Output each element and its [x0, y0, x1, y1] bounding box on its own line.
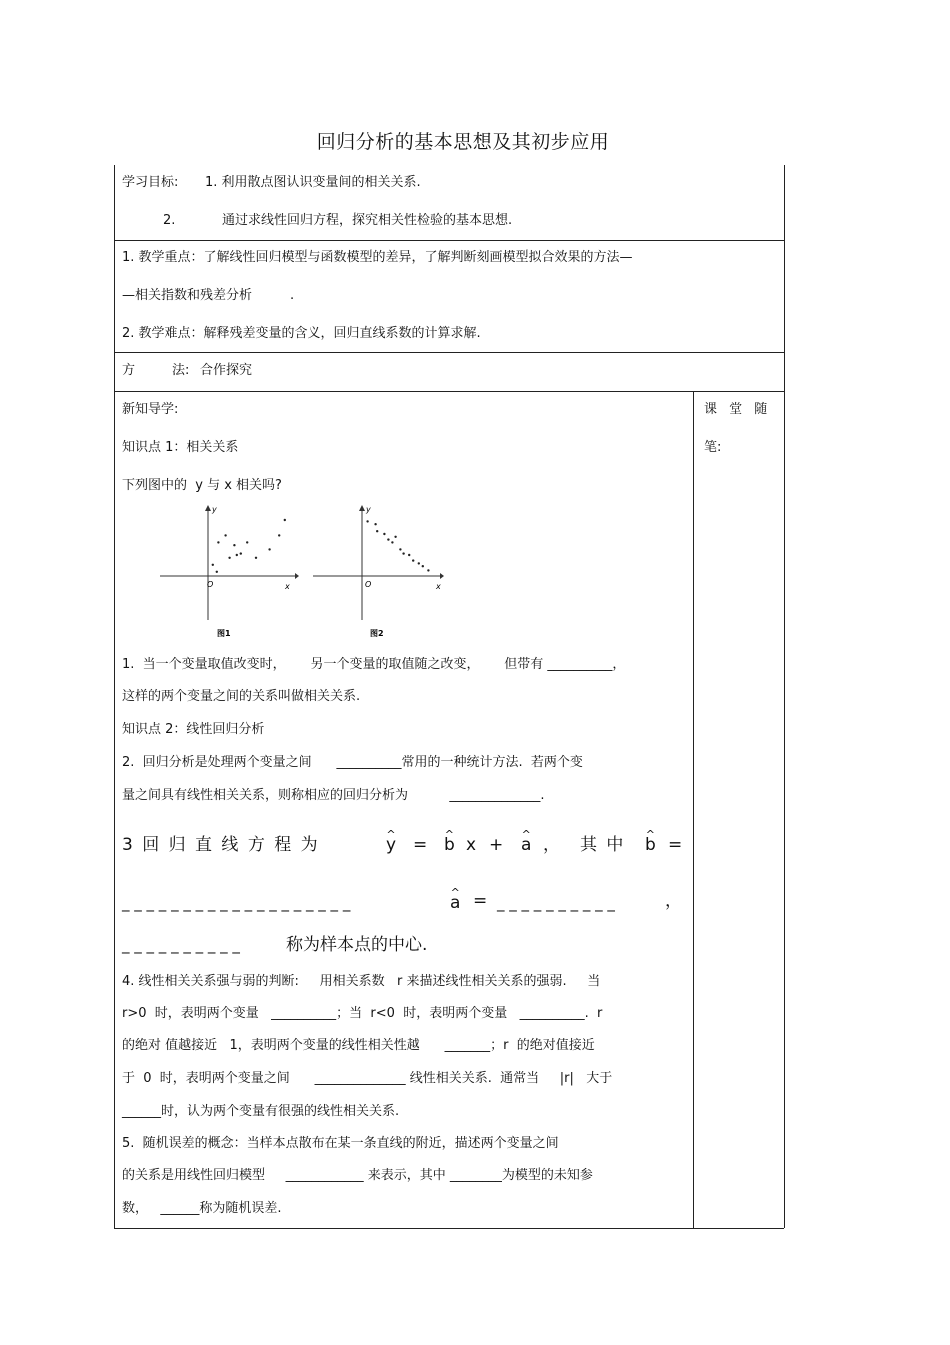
paragraph-2-line-1: 2. 回归分析是处理两个变量之间 __________常用的一种统计方法. 若两个变: [122, 755, 583, 770]
scatter-plot-2-points: [366, 520, 429, 571]
a-hat-line-2: [450, 893, 460, 913]
objective-2: 通过求线性回归方程，探究相关性检验的基本思想.: [222, 213, 513, 228]
scatter-point: [383, 533, 385, 535]
scatter-point: [376, 530, 378, 532]
scatter-point: [408, 554, 410, 556]
row-divider: [114, 391, 784, 392]
paragraph-4-line-3: 的绝对 值越接近 1，表明两个变量的线性相关性越 _______；r 的绝对值接近: [122, 1038, 595, 1053]
origin-label: O: [207, 580, 214, 589]
b-hat: [444, 835, 455, 855]
scatter-plot-2: [310, 503, 452, 638]
scatter-point: [268, 548, 270, 550]
method-label-2: 法:: [172, 363, 190, 378]
teaching-difficulty: 2. 教学难点：解释残差变量的含义，回归直线系数的计算求解.: [122, 326, 481, 341]
scatter-point: [233, 544, 235, 546]
scatter-point: [212, 564, 214, 566]
plus-sign: +: [489, 835, 504, 855]
scatter-point: [366, 520, 368, 522]
scatter-point: [240, 552, 242, 554]
knowledge-point-1: 知识点 1：相关关系: [122, 440, 239, 455]
scatter-point: [278, 534, 280, 536]
scatter-point: [402, 552, 404, 554]
paragraph-4-line-5: ______时，认为两个变量有很强的线性相关关系.: [122, 1104, 400, 1119]
sample-center-text: 称为样本点的中心.: [286, 935, 428, 955]
scatter-point: [255, 557, 257, 559]
scatter-point: [399, 548, 401, 550]
where-text: 其 中: [580, 835, 624, 855]
teaching-focus-period: .: [290, 288, 295, 303]
paragraph-4-line-1: 4. 线性相关关系强与弱的判断: 用相关系数 r 来描述线性相关关系的强弱. 当: [122, 974, 601, 989]
x-axis-label: x: [436, 582, 441, 591]
paragraph-5-line-3: 数， ______称为随机误差.: [122, 1201, 282, 1216]
objectives-label: 学习目标:: [122, 175, 179, 190]
paragraph-3-prefix: 3 回 归 直 线 方 程 为: [122, 835, 318, 855]
scatter-point: [228, 557, 230, 559]
scatter-point: [236, 554, 238, 556]
paragraph-1-line-1: 1. 当一个变量取值改变时， 另一个变量的取值随之改变， 但带有 __________，: [122, 657, 626, 672]
scatter-point: [391, 541, 393, 543]
notes-heading: 课 堂 随: [704, 402, 768, 417]
method-value: 合作探究: [200, 363, 253, 378]
comma-2: ，: [665, 891, 682, 911]
objective-1: 1. 利用散点图认识变量间的相关关系.: [205, 175, 421, 190]
center-point-blank: _ _ _ _ _ _ _ _ _ _: [122, 936, 240, 954]
y-axis-arrow: [205, 505, 211, 511]
b-hat-symbol-2: ^ b: [645, 835, 656, 855]
paragraph-5-line-1: 5. 随机误差的概念：当样本点散布在某一条直线的附近，描述两个变量之间: [122, 1136, 559, 1151]
equals-sign-3: =: [473, 891, 488, 911]
figure-1-label: 图1: [217, 629, 231, 638]
x-axis-arrow: [440, 573, 444, 579]
x-axis-label: x: [285, 582, 290, 591]
a-formula-blank: _ _ _ _ _ _ _ _ _ _: [497, 894, 615, 912]
row-divider: [114, 240, 784, 241]
knowledge-point-2: 知识点 2：线性回归分析: [122, 722, 265, 737]
scatter-point: [387, 538, 389, 540]
page-title: 回归分析的基本思想及其初步应用: [316, 131, 610, 153]
scatter-point: [216, 571, 218, 573]
a-hat: [521, 835, 531, 855]
scatter-point: [284, 519, 286, 521]
a-hat-symbol: ^ a: [521, 835, 531, 855]
teaching-focus-cont: —相关指数和残差分析: [122, 288, 253, 303]
notes-heading-cont: 笔:: [704, 440, 722, 455]
figure-2-label: 图2: [370, 629, 384, 638]
y-hat-symbol: ^ y: [386, 835, 396, 855]
objective-2-number: 2.: [163, 213, 176, 228]
origin-label: O: [365, 580, 372, 589]
x-axis-arrow: [295, 573, 299, 579]
paragraph-4-line-4: 于 0 时，表明两个变量之间 ______________ 线性相关关系. 通常当 |r| 大于: [122, 1071, 613, 1086]
y-axis-label: y: [212, 505, 217, 514]
paragraph-4-line-2: r>0 时，表明两个变量 __________；当 r<0 时，表明两个变量 __________. r: [122, 1006, 603, 1021]
scatter-point: [418, 562, 420, 564]
scatter-point: [427, 569, 429, 571]
row-divider: [114, 352, 784, 353]
equals-sign-2: =: [668, 835, 683, 855]
question: 下列图中的 y 与 x 相关吗?: [122, 478, 282, 493]
method-label-1: 方: [122, 363, 136, 378]
comma: ，: [543, 835, 560, 855]
scatter-point: [246, 541, 248, 543]
b-hat-symbol: ^ b: [444, 835, 455, 855]
scatter-point: [217, 541, 219, 543]
b-formula-blank: _ _ _ _ _ _ _ _ _ _ _ _ _ _ _ _ _ _ _: [122, 894, 351, 912]
x-variable: x: [466, 835, 477, 855]
paragraph-2-line-2: 量之间具有线性相关关系，则称相应的回归分析为 ______________.: [122, 788, 545, 803]
intro-heading: 新知导学:: [122, 402, 179, 417]
scatter-point: [374, 523, 376, 525]
scatter-point: [412, 559, 414, 561]
paragraph-5-line-2: 的关系是用线性回归模型 ____________ 来表示，其中 ________为模型的未知参: [122, 1168, 593, 1183]
scatter-plot-1-points: [212, 519, 286, 573]
y-axis-arrow: [359, 505, 365, 511]
scatter-point: [422, 565, 424, 567]
notes-column-divider: [693, 391, 694, 1228]
paragraph-1-line-2: 这样的两个变量之间的关系叫做相关关系.: [122, 689, 361, 704]
b-hat-2: [645, 835, 656, 855]
table-bottom-border: [114, 1228, 784, 1229]
teaching-focus: 1. 教学重点：了解线性回归模型与函数模型的差异，了解判断刻画模型拟合效果的方法—: [122, 250, 633, 265]
equals-sign: =: [413, 835, 428, 855]
y-axis-label: y: [366, 505, 371, 514]
a-hat-symbol-2: ^ a: [450, 893, 460, 913]
scatter-plot-1: [157, 503, 299, 638]
scatter-point: [394, 536, 396, 538]
scatter-point: [224, 534, 226, 536]
y-hat: [386, 835, 396, 855]
